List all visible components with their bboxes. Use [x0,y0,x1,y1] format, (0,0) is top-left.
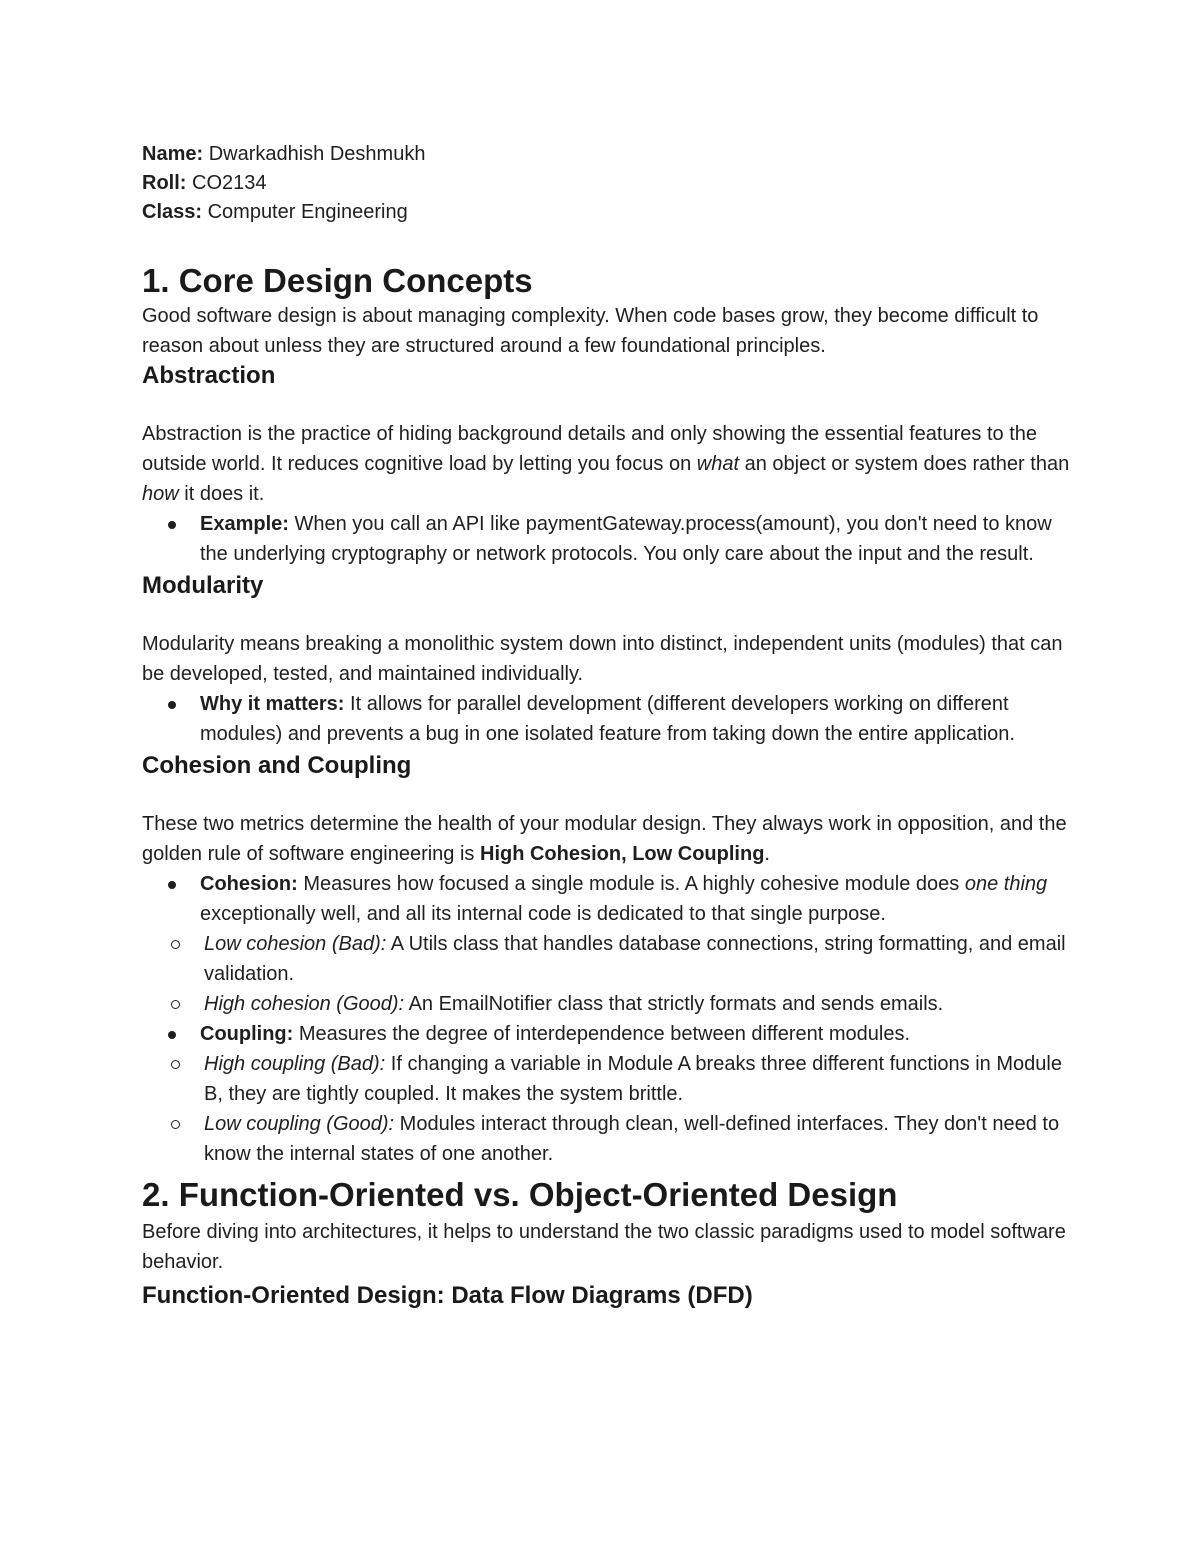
section-2-title: 2. Function-Oriented vs. Object-Oriented Design [142,1176,898,1213]
list-item [142,1019,1072,1049]
abstraction-emphasis-what: what [696,453,740,475]
list-item [142,689,1072,749]
student-info [142,140,1072,227]
cohesion-emphasis: one thing [964,873,1048,895]
modularity-body: Modularity means breaking a monolithic system down into distinct, independent units (modules) that can be developed, tested, and maintained individually. [142,633,1063,685]
abstraction-body [142,419,1072,509]
why-text: It allows for parallel development (different developers working on different modules) and prevents a bug in one isolated feature from taking down the entire application. [200,693,1015,745]
low-coupling-text: Modules interact through clean, well-defined interfaces. They don't need to know the internal states of one another. [204,1113,1060,1165]
document-content [142,140,1072,1311]
hollow-bullet-icon [171,1060,180,1069]
list-item [142,1049,1072,1109]
golden-rule: High Cohesion, Low Coupling [480,843,765,865]
low-cohesion-label: Low cohesion (Bad): [204,933,387,955]
roll-line [142,169,1072,198]
modularity-list [142,689,1072,749]
bullet-icon [168,701,176,709]
cohesion-coupling-list [142,869,1072,1169]
abstraction-body-part: Abstraction is the practice of hiding background details and only showing the essential features to the outside world. It reduces cognitive load by letting you focus on [142,423,1037,475]
bullet-icon [168,881,176,889]
section-1-intro: Good software design is about managing complexity. When code bases grow, they become difficult to reason about unless they are structured around a few foundational principles. [142,305,1039,357]
high-cohesion-label: High cohesion (Good): [204,993,405,1015]
high-coupling-label: High coupling (Bad): [204,1053,386,1075]
low-cohesion-text: A Utils class that handles database connections, string formatting, and email validation. [204,933,1066,985]
list-item [142,869,1072,929]
section-1-title: 1. Core Design Concepts [142,262,533,299]
abstraction-list [142,509,1072,569]
class-label: Class: [142,201,203,223]
cohesion-label: Cohesion: [200,873,298,895]
class-line [142,198,1072,227]
section-2-intro: Before diving into architectures, it helps to understand the two classic paradigms used to model software behavior. [142,1221,1066,1273]
high-cohesion-text: An EmailNotifier class that strictly formats and sends emails. [404,993,944,1015]
example-label: Example: [200,513,289,535]
bullet-icon [168,1031,176,1039]
abstraction-body-part: an object or system does rather than [739,453,1070,475]
abstraction-heading: Abstraction [142,362,276,389]
list-item [142,989,1072,1019]
name-line [142,140,1072,169]
list-item [142,509,1072,569]
list-item [142,1109,1072,1169]
cohesion-text: Measures how focused a single module is. A highly cohesive module does [297,873,965,895]
roll-value: CO2134 [186,172,267,194]
coupling-label: Coupling: [200,1023,294,1045]
cohesion-text: exceptionally well, and all its internal code is dedicated to that single purpose. [200,903,886,925]
class-value: Computer Engineering [202,201,408,223]
coupling-text: Measures the degree of interdependence between different modules. [293,1023,911,1045]
abstraction-body-part: it does it. [178,483,265,505]
bullet-icon [168,521,176,529]
list-item [142,929,1072,989]
example-text: When you call an API like paymentGateway.process(amount), you don't need to know the underlying cryptography or network protocols. You only care about the input and the result. [200,513,1052,565]
low-coupling-label: Low coupling (Good): [204,1113,395,1135]
high-coupling-text: If changing a variable in Module A breaks three different functions in Module B, they are tightly coupled. It makes the system brittle. [204,1053,1062,1105]
dfd-heading: Function-Oriented Design: Data Flow Diagrams (DFD) [142,1282,753,1309]
cohesion-coupling-heading: Cohesion and Coupling [142,752,412,779]
why-label: Why it matters: [200,693,345,715]
hollow-bullet-icon [171,940,180,949]
cc-body-part: . [764,843,770,865]
roll-label: Roll: [142,172,187,194]
hollow-bullet-icon [171,1000,180,1009]
modularity-heading: Modularity [142,572,264,599]
name-value: Dwarkadhish Deshmukh [203,143,426,165]
cc-body-part: These two metrics determine the health of your modular design. They always work in opposition, and the golden rule of software engineering is [142,813,1067,865]
name-label: Name: [142,143,204,165]
hollow-bullet-icon [171,1120,180,1129]
abstraction-emphasis-how: how [142,483,179,505]
cohesion-coupling-body [142,809,1072,869]
